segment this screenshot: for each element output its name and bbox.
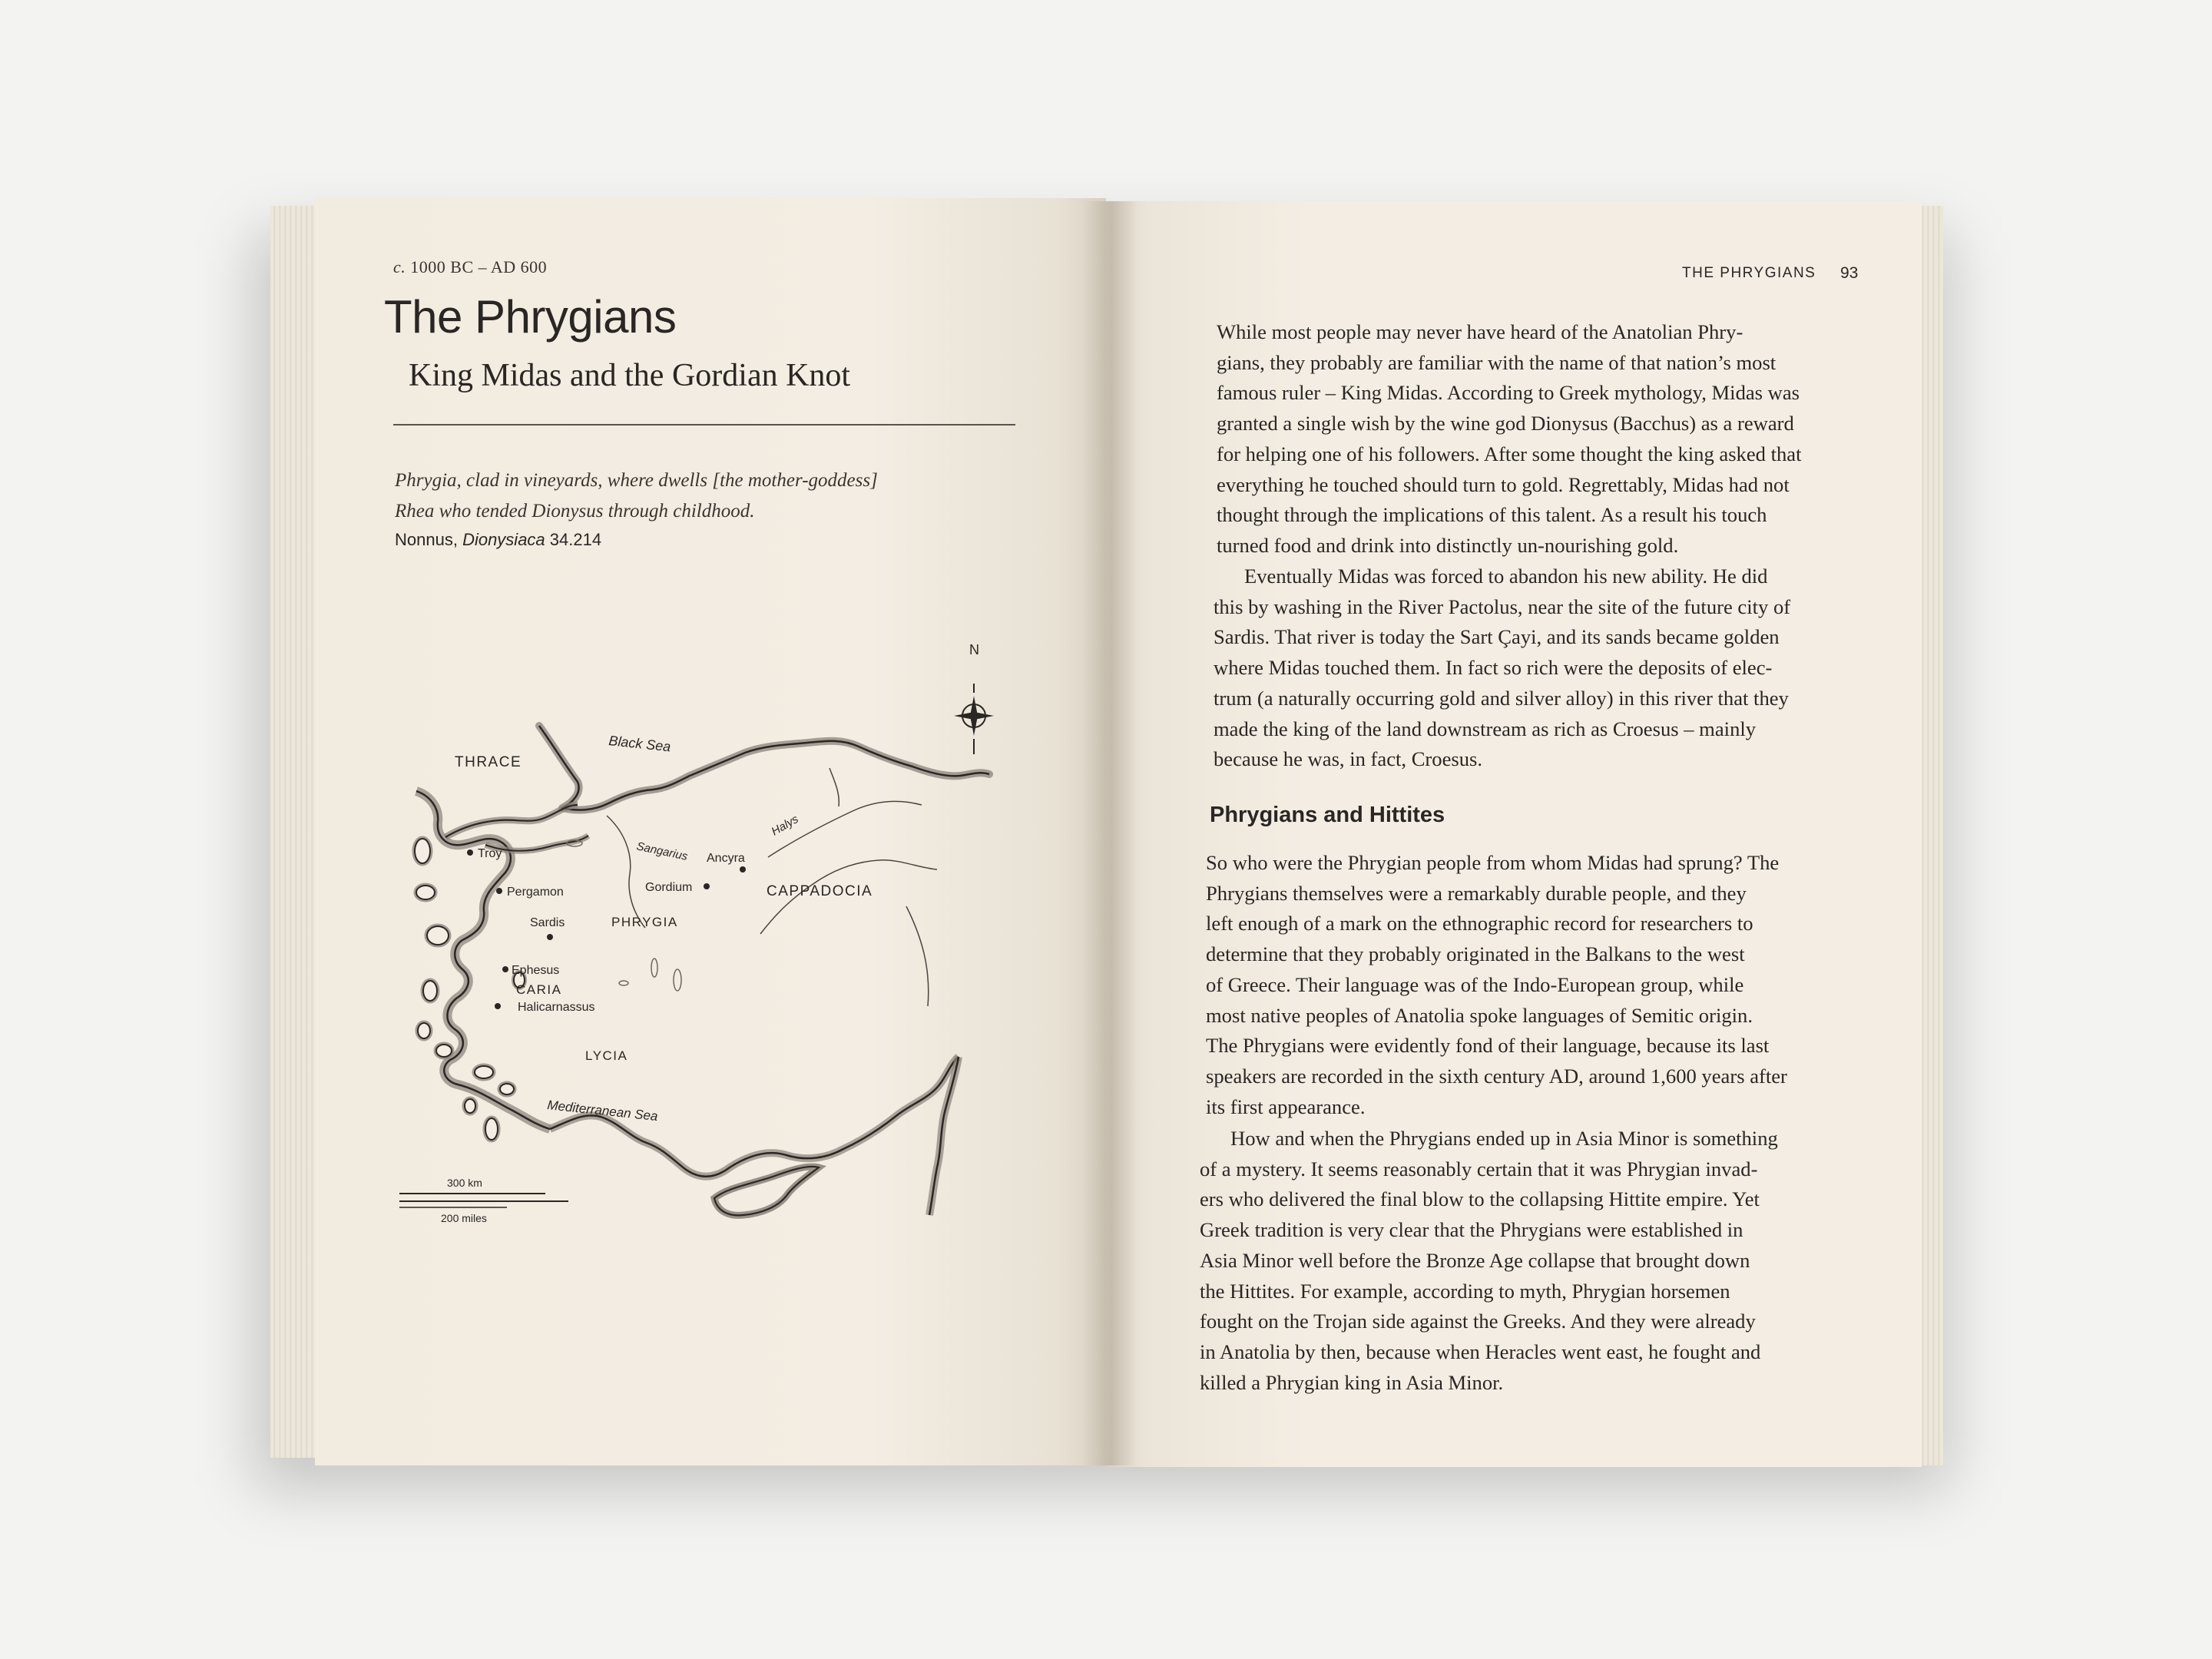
text-line: Eventually Midas was forced to abandon his new ability. He did bbox=[1244, 565, 1768, 588]
black-sea-coastline bbox=[539, 726, 989, 810]
book-gutter bbox=[1083, 201, 1137, 1465]
sangarius-river bbox=[607, 816, 645, 928]
paragraph-4 bbox=[1200, 1124, 1778, 1398]
text-line: everything he touched should turn to gold. Regrettably, Midas had not bbox=[1217, 472, 1790, 496]
map-label-troy: Troy bbox=[478, 847, 502, 860]
text-line: determine that they probably originated in the Balkans to the west bbox=[1206, 942, 1745, 966]
map-label-sardis: Sardis bbox=[530, 916, 565, 929]
cyprus-island bbox=[714, 1167, 819, 1215]
text-line: fought on the Trojan side against the Greeks. And they were already bbox=[1200, 1310, 1756, 1333]
map-label-sangarius: Sangarius bbox=[635, 839, 689, 863]
text-line: Asia Minor well before the Bronze Age collapse that brought down bbox=[1200, 1248, 1750, 1272]
epigraph bbox=[395, 465, 979, 527]
page-number: 93 bbox=[1840, 264, 1859, 282]
text-line: So who were the Phrygian people from whom Midas had sprung? The bbox=[1206, 851, 1780, 874]
text-line: famous ruler – King Midas. According to Greek mythology, Midas was bbox=[1217, 381, 1800, 405]
compass-rose-icon bbox=[954, 684, 994, 754]
compass-label: N bbox=[969, 642, 979, 657]
epigraph-line: Phrygia, clad in vineyards, where dwells [the mother-goddess] bbox=[395, 470, 878, 491]
text-line: where Midas touched them. In fact so rich were the deposits of elec- bbox=[1214, 656, 1773, 680]
chapter-title: The Phrygians bbox=[384, 291, 677, 343]
attribution-work: Dionysiaca bbox=[462, 530, 545, 549]
map-label-mediterranean-sea: Mediterranean Sea bbox=[546, 1098, 659, 1124]
map-label-gordium: Gordium bbox=[645, 881, 693, 894]
paragraph-1 bbox=[1217, 317, 1801, 561]
attribution-author: Nonnus, bbox=[395, 530, 463, 549]
scale-label-km: 300 km bbox=[447, 1177, 482, 1189]
text-line: Greek tradition is very clear that the Phrygians were established in bbox=[1200, 1218, 1743, 1242]
text-line: How and when the Phrygians ended up in Asia Minor is something bbox=[1230, 1127, 1778, 1150]
paragraph-3 bbox=[1206, 848, 1787, 1122]
map-label-caria: CARIA bbox=[516, 982, 562, 997]
marmara-coastline bbox=[445, 805, 578, 837]
text-line: left enough of a mark on the ethnographic record for researchers to bbox=[1206, 912, 1753, 935]
text-line: While most people may never have heard of the Anatolian Phry- bbox=[1217, 320, 1743, 343]
anatolia-map bbox=[399, 630, 1029, 1229]
map-label-thrace: THRACE bbox=[455, 754, 522, 770]
scale-label-miles: 200 miles bbox=[441, 1212, 487, 1224]
map-label-ephesus: Ephesus bbox=[512, 964, 560, 977]
text-line: ers who delivered the final blow to the collapsing Hittite empire. Yet bbox=[1200, 1187, 1760, 1211]
text-line: thought through the implications of this talent. As a result his touch bbox=[1217, 503, 1767, 527]
running-head-left bbox=[393, 257, 547, 277]
text-line: gians, they probably are familiar with the name of that nation’s most bbox=[1217, 350, 1777, 374]
text-line: killed a Phrygian king in Asia Minor. bbox=[1200, 1370, 1504, 1394]
text-line: trum (a naturally occurring gold and silver alloy) in this river that they bbox=[1214, 686, 1789, 710]
running-head-circa: c. bbox=[393, 257, 406, 276]
map-label-ancyra: Ancyra bbox=[707, 852, 745, 865]
map-label-lycia: LYCIA bbox=[585, 1048, 628, 1063]
running-head-era: 1000 BC – AD 600 bbox=[410, 257, 548, 276]
text-line: because he was, in fact, Croesus. bbox=[1214, 747, 1483, 771]
chapter-subtitle: King Midas and the Gordian Knot bbox=[409, 358, 851, 393]
title-rule bbox=[393, 424, 1015, 426]
attribution-ref: 34.214 bbox=[545, 530, 602, 549]
section-heading: Phrygians and Hittites bbox=[1210, 803, 1445, 827]
map-label-phrygia: PHRYGIA bbox=[611, 915, 678, 929]
text-line: for helping one of his followers. After some thought the king asked that bbox=[1217, 442, 1802, 465]
text-line: Sardis. That river is today the Sart Çayi, and its sands became golden bbox=[1214, 625, 1780, 649]
text-line: of Greece. Their language was of the Indo-European group, while bbox=[1206, 972, 1744, 996]
text-line: speakers are recorded in the sixth century AD, around 1,600 years after bbox=[1206, 1064, 1787, 1088]
text-line: most native peoples of Anatolia spoke languages of Semitic origin. bbox=[1206, 1003, 1753, 1027]
map-label-cappadocia: CAPPADOCIA bbox=[767, 883, 873, 899]
text-line: this by washing in the River Pactolus, near the site of the future city of bbox=[1214, 594, 1791, 618]
map-label-halys: Halys bbox=[769, 812, 801, 839]
text-line: its first appearance. bbox=[1206, 1094, 1366, 1118]
map-label-halicarnassus: Halicarnassus bbox=[518, 1001, 595, 1014]
text-line: Phrygians themselves were a remarkably durable people, and they bbox=[1206, 881, 1747, 905]
epigraph-attribution bbox=[395, 530, 601, 550]
map-label-pergamon: Pergamon bbox=[507, 886, 564, 899]
map-label-black-sea: Black Sea bbox=[608, 733, 672, 755]
text-line: the Hittites. For example, according to myth, Phrygian horsemen bbox=[1200, 1279, 1730, 1303]
text-line: granted a single wish by the wine god Dionysus (Bacchus) as a reward bbox=[1217, 412, 1794, 435]
epigraph-line: Rhea who tended Dionysus through childhood. bbox=[395, 501, 755, 522]
text-line: made the king of the land downstream as rich as Croesus – mainly bbox=[1214, 717, 1757, 740]
scale-bar bbox=[399, 1194, 568, 1207]
page-edges-left bbox=[270, 206, 316, 1458]
text-line: The Phrygians were evidently fond of their language, because its last bbox=[1206, 1034, 1770, 1058]
text-line: in Anatolia by then, because when Heracles went east, he fought and bbox=[1200, 1339, 1761, 1363]
text-line: of a mystery. It seems reasonably certain that it was Phrygian invad- bbox=[1200, 1157, 1758, 1181]
paragraph-2 bbox=[1214, 561, 1790, 775]
running-head-right: THE PHRYGIANS bbox=[1682, 265, 1816, 281]
text-line: turned food and drink into distinctly un-nourishing gold. bbox=[1217, 533, 1679, 557]
